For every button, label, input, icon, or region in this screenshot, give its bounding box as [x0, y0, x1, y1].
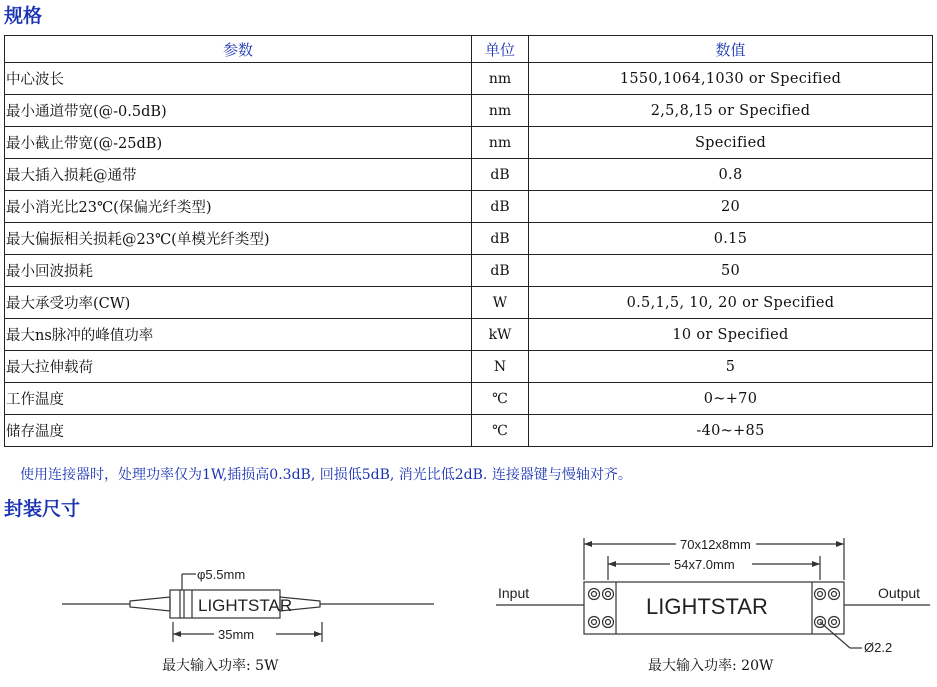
unit-cell: N: [472, 351, 529, 383]
unit-cell: dB: [472, 255, 529, 287]
table-row: [5, 351, 933, 383]
parameter-cell: 最小回波损耗: [5, 255, 472, 287]
value-cell: 0.5,1,5, 10, 20 or Specified: [529, 287, 933, 319]
spec-heading: 规格: [4, 5, 43, 27]
value-cell: -40~+85: [529, 415, 933, 447]
value-cell: 5: [529, 351, 933, 383]
unit-cell: W: [472, 287, 529, 319]
connector-note: 使用连接器时，处理功率仅为1W,插损高0.3dB, 回损低5dB, 消光比低2dB. 连接器键与慢轴对齐。: [20, 467, 632, 483]
parameter-cell: 最小消光比23℃(保偏光纤类型): [5, 191, 472, 223]
table-row: [5, 415, 933, 447]
table-row: [5, 127, 933, 159]
header-unit: 单位: [472, 36, 529, 63]
table-row: [5, 191, 933, 223]
unit-cell: kW: [472, 319, 529, 351]
hole-diameter-label: Ø2.2: [864, 640, 893, 655]
unit-cell: ℃: [472, 383, 529, 415]
parameter-cell: 最大承受功率(CW): [5, 287, 472, 319]
small-package-caption: 最大输入功率: 5W: [162, 658, 279, 674]
table-row: [5, 287, 933, 319]
parameter-cell: 最小通道带宽(@-0.5dB): [5, 95, 472, 127]
spec-table: [4, 35, 933, 447]
parameter-cell: 工作温度: [5, 383, 472, 415]
parameter-cell: 最大偏振相关损耗@23℃(单模光纤类型): [5, 223, 472, 255]
unit-cell: nm: [472, 127, 529, 159]
unit-cell: dB: [472, 223, 529, 255]
unit-cell: dB: [472, 191, 529, 223]
parameter-cell: 最大插入损耗@通带: [5, 159, 472, 191]
package-heading: 封装尺寸: [4, 498, 81, 520]
value-cell: 0.15: [529, 223, 933, 255]
table-row: [5, 95, 933, 127]
boot-left: [130, 597, 170, 611]
value-cell: 2,5,8,15 or Specified: [529, 95, 933, 127]
unit-cell: dB: [472, 159, 529, 191]
large-brand-label: LIGHTSTAR: [646, 594, 768, 619]
value-cell: 1550,1064,1030 or Specified: [529, 63, 933, 95]
header-parameter: 参数: [5, 36, 472, 63]
table-row: [5, 63, 933, 95]
unit-cell: nm: [472, 63, 529, 95]
unit-cell: ℃: [472, 415, 529, 447]
large-package-drawing: [490, 530, 935, 655]
parameter-cell: 储存温度: [5, 415, 472, 447]
value-cell: 20: [529, 191, 933, 223]
parameter-cell: 最小截止带宽(@-25dB): [5, 127, 472, 159]
table-row: [5, 159, 933, 191]
parameter-cell: 中心波长: [5, 63, 472, 95]
table-row: [5, 319, 933, 351]
table-header-row: [5, 36, 933, 63]
inner-dimension-label: 54x7.0mm: [674, 557, 735, 572]
small-brand-label: LIGHTSTAR: [198, 596, 293, 615]
table-row: [5, 223, 933, 255]
input-label: Input: [498, 585, 530, 601]
header-value: 数值: [529, 36, 933, 63]
value-cell: 50: [529, 255, 933, 287]
diameter-label: φ5.5mm: [197, 567, 246, 582]
large-package-caption: 最大输入功率: 20W: [648, 658, 774, 674]
table-row: [5, 255, 933, 287]
output-label: Output: [878, 585, 921, 601]
table-row: [5, 383, 933, 415]
length-label: 35mm: [218, 627, 255, 642]
value-cell: Specified: [529, 127, 933, 159]
parameter-cell: 最大拉伸载荷: [5, 351, 472, 383]
small-package-drawing: [58, 560, 438, 655]
unit-cell: nm: [472, 95, 529, 127]
value-cell: 0.8: [529, 159, 933, 191]
outer-dimension-label: 70x12x8mm: [680, 537, 751, 552]
parameter-cell: 最大ns脉冲的峰值功率: [5, 319, 472, 351]
value-cell: 0~+70: [529, 383, 933, 415]
value-cell: 10 or Specified: [529, 319, 933, 351]
